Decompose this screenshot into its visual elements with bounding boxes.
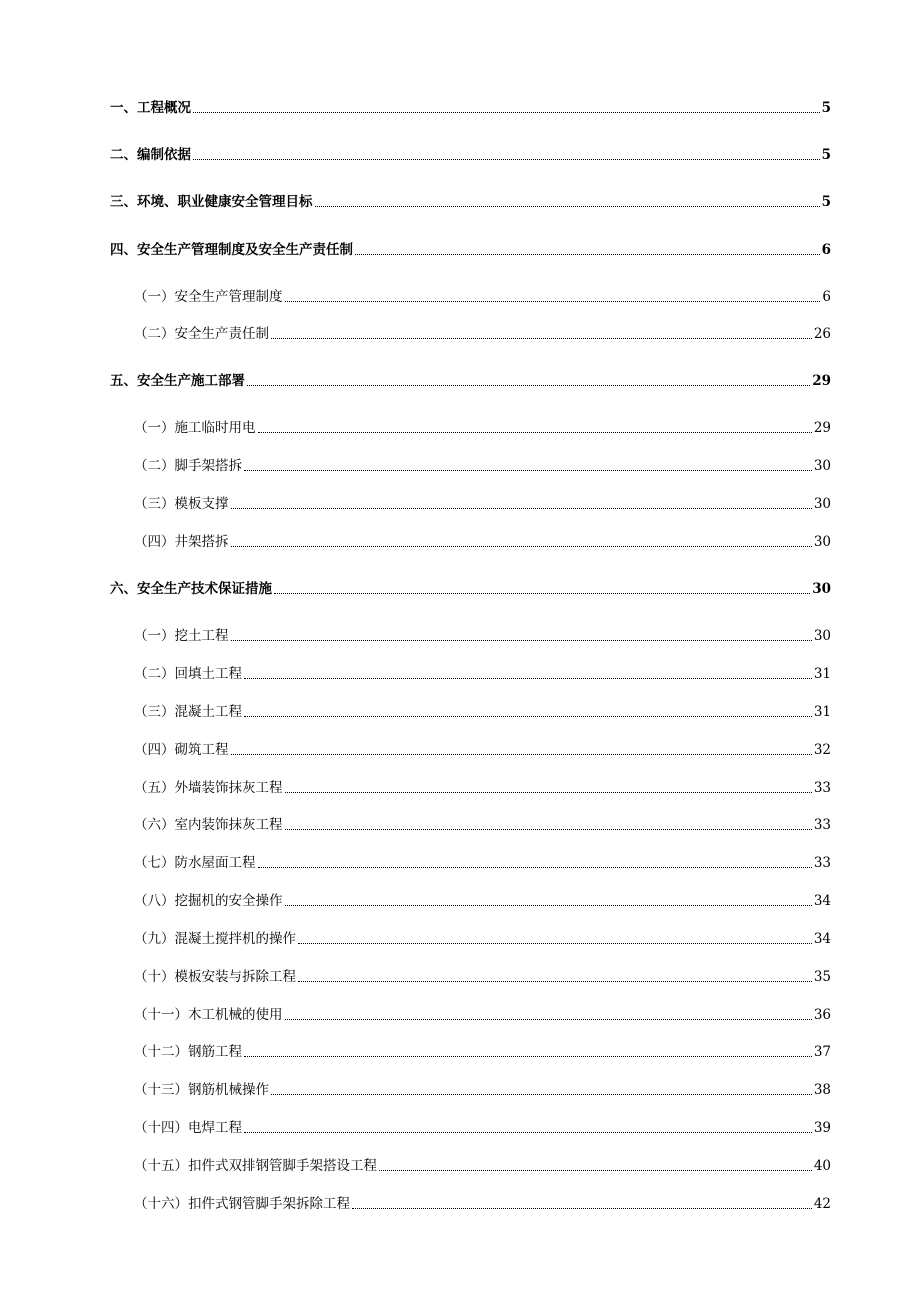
toc-entry-page: 30 xyxy=(812,581,831,597)
toc-entry[interactable] xyxy=(134,492,831,514)
toc-entry[interactable] xyxy=(134,662,831,684)
toc-entry-title: 六、安全生产技术保证措施 xyxy=(110,581,272,597)
toc-entry-page: 36 xyxy=(813,1007,831,1023)
dot-leader xyxy=(247,385,810,386)
toc-entry-page: 30 xyxy=(813,628,831,644)
toc-entry-page: 34 xyxy=(813,931,831,947)
toc-entry[interactable] xyxy=(110,577,831,599)
toc-entry-page: 30 xyxy=(813,458,831,474)
toc-entry-page: 6 xyxy=(822,289,831,305)
dot-leader xyxy=(285,1019,812,1020)
toc-entry-page: 35 xyxy=(813,969,831,985)
toc-entry-page: 33 xyxy=(813,855,831,871)
toc-entry[interactable] xyxy=(134,813,831,835)
toc-entry-page: 37 xyxy=(813,1044,831,1060)
toc-entry[interactable] xyxy=(134,285,831,307)
dot-leader xyxy=(244,678,812,679)
toc-entry[interactable] xyxy=(134,416,831,438)
toc-entry[interactable] xyxy=(134,738,831,760)
toc-entry[interactable] xyxy=(134,1078,831,1100)
toc-entry[interactable] xyxy=(134,927,831,949)
toc-entry-title: （二）脚手架搭拆 xyxy=(134,458,242,474)
toc-entry[interactable] xyxy=(134,965,831,987)
toc-entry-title: （六）室内装饰抹灰工程 xyxy=(134,817,283,833)
toc-entry-title: （七）防水屋面工程 xyxy=(134,855,256,871)
dot-leader xyxy=(298,981,812,982)
toc-entry-title: （三）混凝土工程 xyxy=(134,704,242,720)
dot-leader xyxy=(355,254,820,255)
toc-entry-page: 31 xyxy=(813,666,831,682)
toc-entry-page: 33 xyxy=(813,780,831,796)
dot-leader xyxy=(258,432,812,433)
toc-entry-page: 26 xyxy=(813,326,831,342)
toc-entry[interactable] xyxy=(134,1154,831,1176)
dot-leader xyxy=(379,1170,812,1171)
dot-leader xyxy=(285,829,812,830)
dot-leader xyxy=(244,1132,812,1133)
toc-entry-page: 34 xyxy=(813,893,831,909)
dot-leader xyxy=(298,943,812,944)
toc-entry-title: （五）外墙装饰抹灰工程 xyxy=(134,780,283,796)
dot-leader xyxy=(285,301,821,302)
toc-entry-title: （一）施工临时用电 xyxy=(134,420,256,436)
toc-entry-page: 5 xyxy=(821,194,831,210)
toc-entry-title: （三）模板支撑 xyxy=(134,496,229,512)
dot-leader xyxy=(352,1208,812,1209)
toc-entry[interactable] xyxy=(134,700,831,722)
toc-entry-title: （四）井架搭拆 xyxy=(134,534,229,550)
toc-entry-title: （四）砌筑工程 xyxy=(134,742,229,758)
dot-leader xyxy=(231,546,812,547)
toc-entry[interactable] xyxy=(134,322,831,344)
toc-entry-title: （十三）钢筋机械操作 xyxy=(134,1082,269,1098)
toc-entry[interactable] xyxy=(134,851,831,873)
dot-leader xyxy=(285,905,812,906)
toc-entry[interactable] xyxy=(110,96,831,118)
toc-entry-title: （九）混凝土搅拌机的操作 xyxy=(134,931,296,947)
toc-entry-title: （一）安全生产管理制度 xyxy=(134,289,283,305)
toc-entry-title: 三、环境、职业健康安全管理目标 xyxy=(110,194,313,210)
toc-entry-page: 29 xyxy=(812,373,831,389)
toc-entry-page: 33 xyxy=(813,817,831,833)
toc-entry-page: 38 xyxy=(813,1082,831,1098)
toc-entry[interactable] xyxy=(134,776,831,798)
toc-entry-title: （十四）电焊工程 xyxy=(134,1120,242,1136)
toc-entry-page: 5 xyxy=(821,147,831,163)
toc-entry-page: 42 xyxy=(813,1196,831,1212)
toc-entry-page: 29 xyxy=(813,420,831,436)
dot-leader xyxy=(274,593,810,594)
toc-entry[interactable] xyxy=(134,1040,831,1062)
toc-entry-title: （十六）扣件式钢管脚手架拆除工程 xyxy=(134,1196,350,1212)
toc-entry[interactable] xyxy=(134,1003,831,1025)
dot-leader xyxy=(258,867,812,868)
dot-leader xyxy=(193,112,820,113)
dot-leader xyxy=(244,716,812,717)
toc-entry[interactable] xyxy=(134,1192,831,1214)
toc-entry[interactable] xyxy=(110,369,831,391)
toc-entry-page: 40 xyxy=(813,1158,831,1174)
toc-entry-title: （十）模板安装与拆除工程 xyxy=(134,969,296,985)
toc-entry[interactable] xyxy=(134,889,831,911)
dot-leader xyxy=(285,792,812,793)
toc-entry[interactable] xyxy=(134,624,831,646)
toc-entry-page: 30 xyxy=(813,496,831,512)
dot-leader xyxy=(315,206,820,207)
dot-leader xyxy=(271,1094,812,1095)
toc-entry-title: （十一）木工机械的使用 xyxy=(134,1007,283,1023)
toc-entry-page: 6 xyxy=(821,242,831,258)
toc-entry-page: 39 xyxy=(813,1120,831,1136)
toc-entry[interactable] xyxy=(110,190,831,212)
toc-entry-title: （二）安全生产责任制 xyxy=(134,326,269,342)
toc-entry-page: 30 xyxy=(813,534,831,550)
dot-leader xyxy=(271,338,812,339)
toc-entry-page: 32 xyxy=(813,742,831,758)
toc-entry[interactable] xyxy=(134,530,831,552)
toc-entry[interactable] xyxy=(134,454,831,476)
toc-entry-title: （十五）扣件式双排钢管脚手架搭设工程 xyxy=(134,1158,377,1174)
toc-entry-title: 四、安全生产管理制度及安全生产责任制 xyxy=(110,242,353,258)
dot-leader xyxy=(244,470,812,471)
dot-leader xyxy=(193,159,820,160)
toc-entry-title: 五、安全生产施工部署 xyxy=(110,373,245,389)
dot-leader xyxy=(244,1056,812,1057)
dot-leader xyxy=(231,508,812,509)
toc-entry-page: 5 xyxy=(821,100,831,116)
dot-leader xyxy=(231,640,812,641)
toc-entry[interactable] xyxy=(110,238,831,260)
toc-entry-title: （八）挖掘机的安全操作 xyxy=(134,893,283,909)
dot-leader xyxy=(231,754,812,755)
toc-entry-title: 一、工程概况 xyxy=(110,100,191,116)
toc-entry-page: 31 xyxy=(813,704,831,720)
toc-entry-title: （二）回填土工程 xyxy=(134,666,242,682)
toc-entry-title: （十二）钢筋工程 xyxy=(134,1044,242,1060)
toc-entry[interactable] xyxy=(134,1116,831,1138)
toc-entry-title: 二、编制依据 xyxy=(110,147,191,163)
toc-entry-title: （一）挖土工程 xyxy=(134,628,229,644)
toc-entry[interactable] xyxy=(110,143,831,165)
